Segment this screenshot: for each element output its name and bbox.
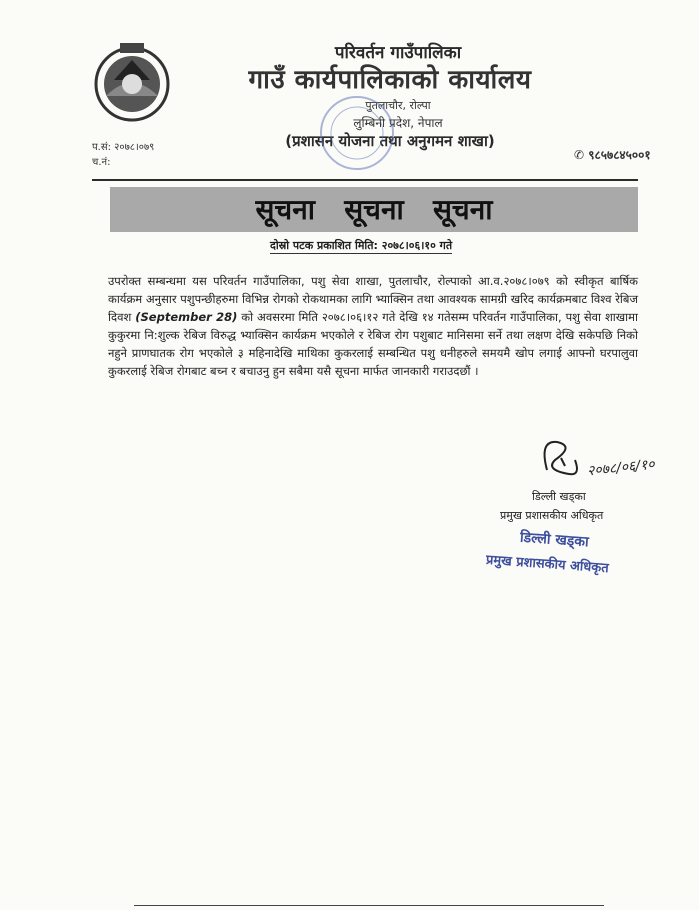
phone-icon: ✆ [574,148,589,162]
address-line-1: पुतलाचौर, रोल्पा [365,99,431,112]
office-seal-icon [318,94,396,172]
government-emblem-icon [92,40,172,122]
notice-body [108,272,638,380]
signature-date: २०७८/०६/१० [586,456,656,480]
branch-name: (प्रशासन योजना तथा अनुगमन शाखा) [285,132,495,150]
notice-body-date-en: (September 28) [135,310,238,324]
municipality-name: परिवर्तन गाउँपालिका [334,43,462,63]
notice-banner-text: सूचना सूचना सूचना [255,193,493,226]
signatory-title: प्रमुख प्रशासकीय अधिकृत [500,509,604,522]
published-date: दोस्रो पटक प्रकाशित मिति: २०७८।०६।१० गते [270,239,453,252]
phone-number [574,146,651,163]
address-line-2: लुम्बिनी प्रदेश, नेपाल [353,116,443,130]
reference-block [92,140,154,170]
signatory-name: डिल्ली खड्का [532,490,586,503]
phone-value: ९८५७८४५००१ [588,148,651,162]
office-title: गाउँ कार्यपालिकाको कार्यालय [248,65,532,95]
notice-body-text: उपरोक्त सम्बन्धमा यस परिवर्तन गाउँपालिका, पशु सेवा शाखा, पुतलाचौर, रोल्पाको आ.व.२०७८।०७९ को स्वीकृत बार्षिक कार्यक्रम अनुसार पशुपन्छीहरुमा विभिन्न रोगको रोकथामका लागि भ्याक्सिन तथा आवश्यक सामग्री खरिद कार्यक्रमबाट विश्व रेबिज दिवश [108,274,638,324]
stamp-title: प्रमुख प्रशासकीय अधिकृत [485,552,610,577]
header-divider [92,179,638,181]
stamp-name: डिल्ली खड्का [519,529,590,551]
dispatch-number: च.नं: [92,157,111,168]
notice-banner [110,187,638,232]
reference-number: प.सं: २०७८।०७९ [92,142,155,153]
footer-divider [134,905,604,906]
notice-body-rest: को अवसरमा मिति २०७८।०६।१२ गते देखि १४ गतेसम्म परिवर्तन गाउँपालिका, पशु सेवा शाखामा कुकुरमा नि:शुल्क रेबिज विरुद्ध भ्याक्सिन कार्यक्रम भएकोले र रेबिज रोग पशुबाट मानिसमा सर्ने तथा लक्षण देखि सकेपछि निको नहुने प्राणघातक रोग भएकोले ३ महिनादेखि माथिका कुकरलाई सम्बन्धित पशु धनीहरुले समयमै खोप लगाई आफ्नो घरपालुवा कुकरलाई रेबिज रोगबाट बच्न र बचाउनु हुन सबैमा यसै सूचना मार्फत जानकारी गराउदछौं । [108,310,638,378]
